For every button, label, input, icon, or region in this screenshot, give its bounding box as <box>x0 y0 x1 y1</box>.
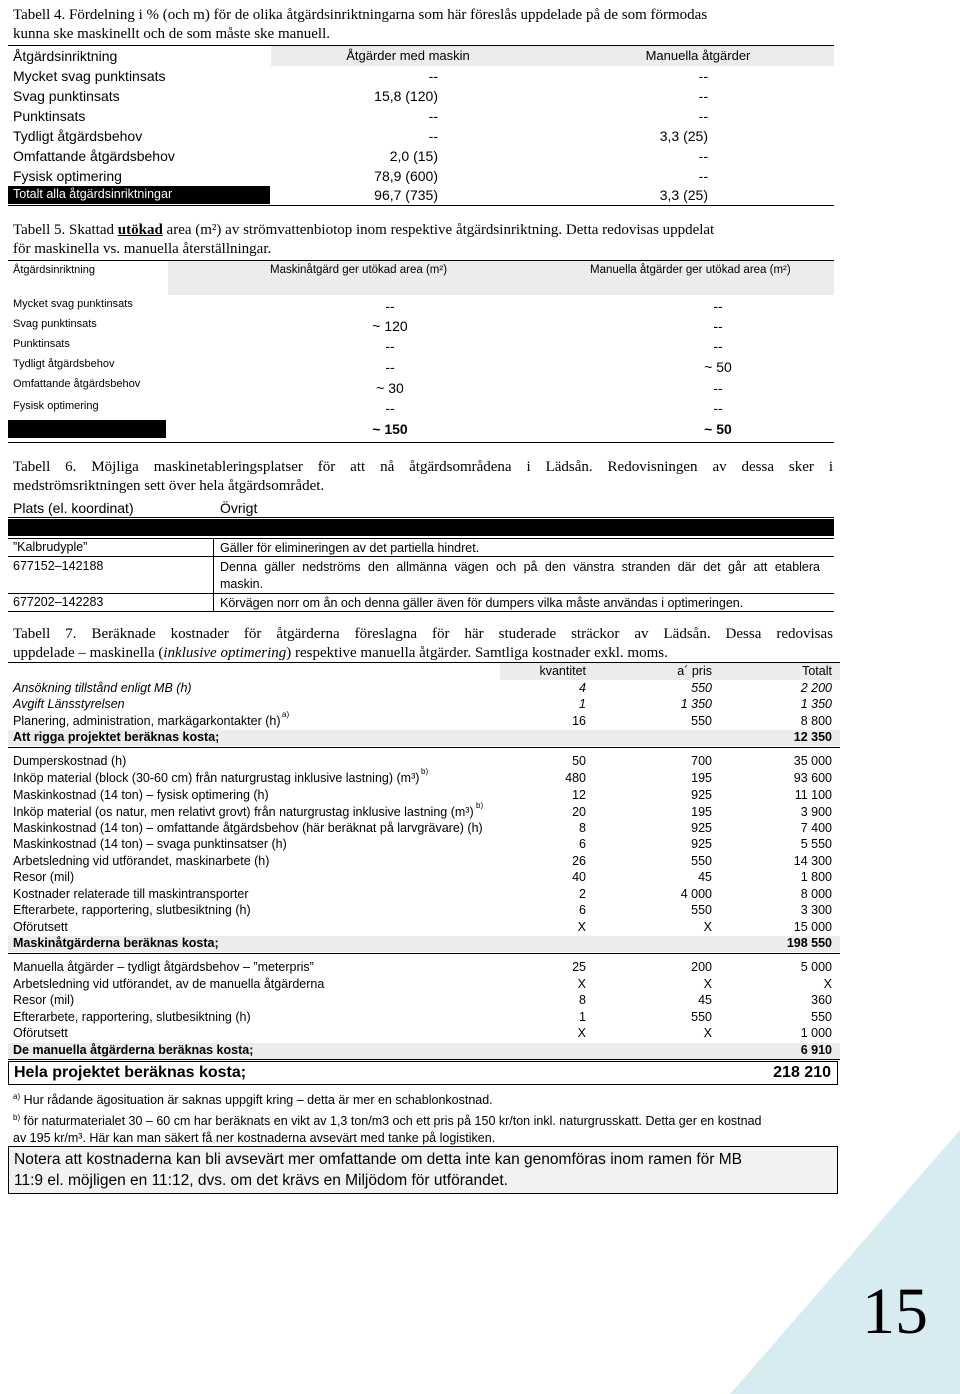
table4-caption: Tabell 4. Fördelning i % (och m) för de olika åtgärdsinriktningarna som här föreslås uppdelade på de som förmodas kunna ske maskinellt och de som måste ske manuell. <box>13 7 708 42</box>
table5-header-col2: Maskinåtgärd ger utökad area (m²) <box>270 264 448 276</box>
table7-row-label: Oförutsett <box>13 1026 68 1040</box>
table7-row-price: X <box>703 1026 712 1040</box>
table7-subtotal-rigga <box>8 730 840 746</box>
table7-row-price: 4 000 <box>680 887 712 901</box>
table7-row <box>8 767 840 787</box>
table5-header-col1: Åtgärdsinriktning <box>13 264 95 276</box>
table7-row-total: 198 550 <box>786 936 832 950</box>
table7-row <box>8 710 840 730</box>
table7-rule <box>8 953 840 954</box>
table7-row-label: Arbetsledning vid utförandet, av de manuella åtgärderna <box>13 977 325 991</box>
table7-row-quantity: 480 <box>565 771 586 785</box>
table7-row-label: Kostnader relaterade till maskintransporter <box>13 887 249 901</box>
table7-row-label: Maskinåtgärderna beräknas kosta; <box>13 936 219 950</box>
table7-header-pris: a´ pris <box>677 664 712 678</box>
table7-row-price: 550 <box>691 903 712 917</box>
table7-row <box>8 920 840 936</box>
page-number: 15 <box>862 1275 928 1348</box>
table7-row <box>8 801 840 821</box>
table7-row-total: 3 300 <box>800 903 832 917</box>
table5-row-label: Mycket svag punktinsats <box>13 298 133 310</box>
table7-row-price: 925 <box>691 788 712 802</box>
table5-total-manuell: ~ 50 <box>704 421 732 437</box>
table4-header-col2: Åtgärder med maskin <box>346 48 470 63</box>
table4-row-label: Tydligt åtgärdsbehov <box>13 128 143 144</box>
table7-row-label: Oförutsett <box>13 920 68 934</box>
table5-total-label-redacted <box>8 420 166 438</box>
table7-row-quantity: 16 <box>572 714 586 728</box>
table7-header-kvantitet: kvantitet <box>539 664 586 678</box>
footnote-b-cont: av 195 kr/m³. Här kan man säkert få ner kostnaderna avsevärt med tanke på logistiken. <box>13 1131 496 1146</box>
table7-row-total: 5 000 <box>800 960 832 974</box>
table4-header <box>8 46 834 66</box>
table7-row-quantity: 1 <box>579 697 586 711</box>
table7-row-quantity: 25 <box>572 960 586 974</box>
table6-row-ovrigt-text: Gäller för elimineringen av det partiella hindret. <box>220 541 480 555</box>
table7-row-price: 550 <box>691 854 712 868</box>
table7-row-label: Att rigga projektet beräknas kosta; <box>13 730 220 744</box>
table4-row-manuell: -- <box>698 108 708 124</box>
table7-row-total: 1 800 <box>800 870 832 884</box>
table4-row-label: Fysisk optimering <box>13 168 122 184</box>
table5-row-label: Punktinsats <box>13 338 70 350</box>
table7-row-label: Manuella åtgärder – tydligt åtgärdsbehov – ”meterpris” <box>13 960 314 974</box>
table7-row-total: 5 550 <box>800 837 832 851</box>
table7-row-quantity: 20 <box>572 805 586 819</box>
table7-row-footnote-mark: b) <box>476 801 484 810</box>
table7-row-quantity: 26 <box>572 854 586 868</box>
table7-row <box>8 854 840 870</box>
table6-rule <box>8 556 834 557</box>
table7-row-total: 8 800 <box>800 714 832 728</box>
table7-row <box>8 1010 840 1026</box>
table7-row <box>8 870 840 886</box>
table5-row-manuell: -- <box>713 338 723 354</box>
table7-row <box>8 993 840 1009</box>
table5-row-maskin: -- <box>385 338 395 354</box>
footnote-a: $^{a)}$ Hur rådande ägosituation är saknas uppgift kring – detta är mer en schablonkostnad. <box>13 1092 493 1108</box>
table7-row-price: 550 <box>691 714 712 728</box>
table6-row-plats: 677152–142188 <box>13 559 104 573</box>
table6-redacted-bar <box>8 519 834 536</box>
table7-row-quantity: 6 <box>579 837 586 851</box>
table7-row-quantity: 12 <box>572 788 586 802</box>
table7-row <box>8 681 840 697</box>
table5-row-maskin: -- <box>385 298 395 314</box>
table7-row-total: 12 350 <box>793 730 832 744</box>
table7-row-price: 195 <box>691 805 712 819</box>
table7-row <box>8 960 840 976</box>
table5-row-maskin: ~ 30 <box>376 380 404 396</box>
table7-row-total: 3 900 <box>800 805 832 819</box>
grand-total-value: 218 210 <box>773 1064 831 1081</box>
table6-rule <box>8 538 834 539</box>
table7-row <box>8 837 840 853</box>
table5-row-label: Tydligt åtgärdsbehov <box>13 358 115 370</box>
table5-row-manuell: -- <box>713 298 723 314</box>
table7-row-price: 195 <box>691 771 712 785</box>
table7-row <box>8 1026 840 1042</box>
table6-header-plats: Plats (el. koordinat) <box>13 500 134 516</box>
table6-row-ovrigt <box>220 559 820 593</box>
table5-row-maskin: ~ 120 <box>372 318 408 334</box>
table7-row-price: 1 350 <box>680 697 712 711</box>
note-box <box>8 1146 838 1194</box>
table7-row-total: 360 <box>811 993 832 1007</box>
table7-rule <box>8 747 840 748</box>
table7-row <box>8 697 840 713</box>
table5-row-manuell: -- <box>713 318 723 334</box>
grand-total-label: Hela projektet beräknas kosta; <box>14 1064 247 1081</box>
table5-row-manuell: -- <box>713 380 723 396</box>
table4-row-maskin: -- <box>428 128 438 144</box>
table4-row-manuell: -- <box>698 68 708 84</box>
table7-row-label: Dumperskostnad (h) <box>13 754 127 768</box>
table7-row-total: 15 000 <box>793 920 832 934</box>
table7-row-total: 35 000 <box>793 754 832 768</box>
table7-row-label: De manuella åtgärderna beräknas kosta; <box>13 1043 254 1057</box>
table7-row-quantity: 6 <box>579 903 586 917</box>
table7-row-price: X <box>703 920 712 934</box>
table4-header-col1: Åtgärdsinriktning <box>13 48 118 64</box>
table7-row-label: Resor (mil) <box>13 870 75 884</box>
table6-row-ovrigt-text: Körvägen norr om ån och denna gäller även för dumpers vilka måste användas i optimeringen. <box>220 596 744 610</box>
table7-row-label: Inköp material (os natur, men relativt grovt) från naturgrustag inklusive lastning (m³) <box>13 805 474 819</box>
table7-row-label: Arbetsledning vid utförandet, maskinarbete (h) <box>13 854 270 868</box>
table4-row-maskin: -- <box>428 108 438 124</box>
table7-row-total: 1 000 <box>800 1026 832 1040</box>
table7-subtotal-manuell <box>8 1043 840 1059</box>
table7-row-price: 45 <box>698 870 712 884</box>
table7-row-price: 550 <box>691 681 712 695</box>
table4-row-manuell: -- <box>698 168 708 184</box>
table4-row-manuell: -- <box>698 148 708 164</box>
table5-header-col3: Manuella åtgärder ger utökad area (m²) <box>590 264 791 276</box>
table7-row-price: 45 <box>698 993 712 1007</box>
table5-row-label: Fysisk optimering <box>13 400 99 412</box>
table6-row-ovrigt <box>220 540 820 557</box>
table4-header-col3: Manuella åtgärder <box>645 48 751 63</box>
table7-row-total: 8 000 <box>800 887 832 901</box>
table4-row-manuell: 3,3 (25) <box>659 187 708 203</box>
footnote-b: $^{b)}$ för naturmaterialet 30 – 60 cm har beräknats en vikt av 1,3 ton/m3 och ett pris på 150 kr/ton inkl. naturgrusskatt. Detta ger en kostnad <box>13 1113 762 1129</box>
table4-row-label: Svag punktinsats <box>13 88 120 104</box>
table7-row-label: Planering, administration, markägarkontakter (h) <box>13 714 281 728</box>
table7-row <box>8 977 840 993</box>
table7-row-quantity: X <box>577 1026 586 1040</box>
table7-row-label: Avgift Länsstyrelsen <box>13 697 125 711</box>
table7-row-quantity: 2 <box>579 887 586 901</box>
table7-row-label: Maskinkostnad (14 ton) – fysisk optimering (h) <box>13 788 269 802</box>
table7-row-label: Ansökning tillstånd enligt MB (h) <box>13 681 192 695</box>
table7-row-price: 700 <box>691 754 712 768</box>
table7-row-label: Efterarbete, rapportering, slutbesiktning (h) <box>13 903 251 917</box>
table5-header <box>8 261 834 295</box>
table6-row-ovrigt <box>220 595 820 612</box>
table7-row-footnote-mark: b) <box>421 767 429 776</box>
table7-row-price: 925 <box>691 821 712 835</box>
table5-row-maskin: -- <box>385 359 395 375</box>
table7-row <box>8 821 840 837</box>
table4-row-label: Mycket svag punktinsats <box>13 68 166 84</box>
table7-caption: Tabell 7. Beräknade kostnader för åtgärderna föreslagna för här studerade sträckor av Lädsån. Dessa redovisas uppdelade – maskinella (inklusive optimering) respektive manuella åtgärder. Samtliga kostnader exkl. moms. <box>13 626 833 661</box>
table4-row-maskin: 2,0 (15) <box>389 148 438 164</box>
table5-row-maskin: -- <box>385 400 395 416</box>
table6-caption: Tabell 6. Möjliga maskinetableringsplatser för att nå åtgärdsområdena i Lädsån. Redovisningen av dessa sker i medströmsriktningen sett över hela åtgärdsområdet. <box>13 459 833 494</box>
table4-row-manuell: -- <box>698 88 708 104</box>
table7-row-total: 93 600 <box>793 771 832 785</box>
table4-row-label: Punktinsats <box>13 108 86 124</box>
table4-row-label: Omfattande åtgärdsbehov <box>13 148 175 164</box>
table7-row <box>8 788 840 804</box>
table4-row-label: Totalt alla åtgärdsinriktningar <box>13 187 173 201</box>
table7-row-total: 1 350 <box>800 697 832 711</box>
table7-row-total: 2 200 <box>800 681 832 695</box>
table7-row-total: 14 300 <box>793 854 832 868</box>
table4-row-maskin: 78,9 (600) <box>374 168 438 184</box>
table7-row-quantity: 4 <box>579 681 586 695</box>
table6-rule <box>8 611 834 612</box>
table7-subtotal-maskin <box>8 936 840 952</box>
table7-row-price: 200 <box>691 960 712 974</box>
table5-row-label: Svag punktinsats <box>13 318 97 330</box>
table7-row-price: 550 <box>691 1010 712 1024</box>
table7-row-quantity: 8 <box>579 821 586 835</box>
table7-row-price: X <box>703 977 712 991</box>
table7-row-total: 7 400 <box>800 821 832 835</box>
table7-row-label: Efterarbete, rapportering, slutbesiktning (h) <box>13 1010 251 1024</box>
table6-header-ovrigt: Övrigt <box>220 500 258 516</box>
table4-row-maskin: 96,7 (735) <box>374 187 438 203</box>
note-line1: Notera att kostnaderna kan bli avsevärt mer omfattande om detta inte kan genomföras inom ramen för MB <box>14 1151 743 1168</box>
table7-row-quantity: 8 <box>579 993 586 1007</box>
table7-row-total: X <box>823 977 832 991</box>
table7-row-label: Inköp material (block (30-60 cm) från naturgrustag inklusive lastning) (m³) <box>13 771 420 785</box>
table7-row <box>8 887 840 903</box>
table6-column-divider <box>213 538 214 611</box>
table6-row-plats: 677202–142283 <box>13 595 104 609</box>
table5-caption: Tabell 5. Skattad utökad area (m²) av strömvattenbiotop inom respektive åtgärdsinriktning. Detta redovisas uppdelat för maskinella vs. manuella återställningar. <box>13 222 715 257</box>
table5-row-manuell: ~ 50 <box>704 359 732 375</box>
table7-row <box>8 903 840 919</box>
table7-row-total: 6 910 <box>800 1043 832 1057</box>
table5-row-manuell: -- <box>713 400 723 416</box>
table5-total-maskin: ~ 150 <box>372 421 408 437</box>
table7-row-label: Maskinkostnad (14 ton) – omfattande åtgärdsbehov (här beräknat på larvgrävare) (h) <box>13 821 483 835</box>
table7-row-quantity: X <box>577 920 586 934</box>
table7-row-label: Maskinkostnad (14 ton) – svaga punktinsatser (h) <box>13 837 287 851</box>
table6-row-plats: ”Kalbrudyple” <box>13 540 88 554</box>
table7-header <box>8 664 840 680</box>
table7-row-quantity: 50 <box>572 754 586 768</box>
table6-row-ovrigt-text: Denna gäller nedströms den allmänna vägen och på den vänstra stranden där det går att etablera <box>220 560 820 574</box>
table7-row-quantity: 40 <box>572 870 586 884</box>
table7-row-quantity: 1 <box>579 1010 586 1024</box>
table7-row-label: Resor (mil) <box>13 993 75 1007</box>
table6-row-ovrigt-text-cont: maskin. <box>220 577 264 591</box>
table7-rule <box>8 1059 840 1060</box>
table4-row-maskin: -- <box>428 68 438 84</box>
note-line2: 11:9 el. möjligen en 11:12, dvs. om det krävs en Miljödom för utförandet. <box>14 1172 508 1189</box>
table7-grand-total <box>8 1061 838 1085</box>
table7-row-quantity: X <box>577 977 586 991</box>
table7-row-total: 550 <box>811 1010 832 1024</box>
table7-row-price: 925 <box>691 837 712 851</box>
table5-row-label: Omfattande åtgärdsbehov <box>13 378 141 390</box>
table7-row-total: 11 100 <box>794 788 832 802</box>
table4-row-maskin: 15,8 (120) <box>374 88 438 104</box>
table4-row-manuell: 3,3 (25) <box>659 128 708 144</box>
table6-rule <box>8 593 834 594</box>
table7-header-totalt: Totalt <box>802 664 832 678</box>
table7-row-footnote-mark: a) <box>282 710 290 719</box>
footnotes <box>13 1088 833 1147</box>
